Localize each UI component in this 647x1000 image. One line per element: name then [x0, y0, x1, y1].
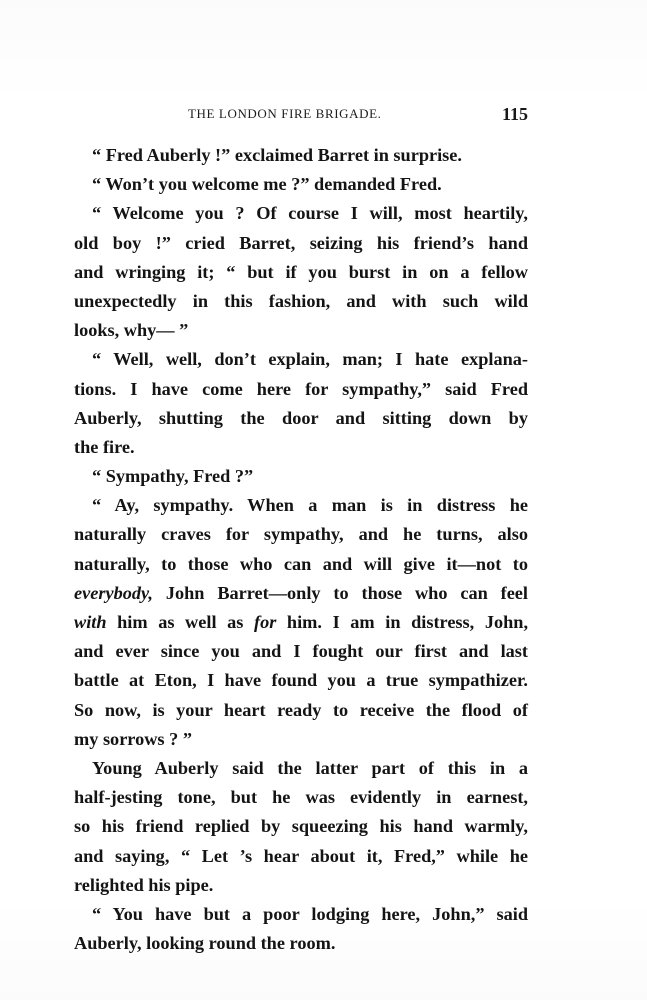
text-line: unexpectedly in this fashion, and with such wild: [74, 290, 528, 311]
text-line: tions. I have come here for sympathy,” said Fred: [74, 378, 528, 399]
text-line: “ Won’t you welcome me ?” demanded Fred.: [92, 174, 442, 195]
text-line: “ Fred Auberly !” exclaimed Barret in surprise.: [92, 145, 462, 165]
text-line: “ You have but a poor lodging here, John,” said: [92, 903, 528, 924]
text-line: and wringing it; “ but if you burst in on a fellow: [74, 261, 528, 282]
text-line: “ Ay, sympathy. When a man is in distress he: [92, 495, 528, 516]
italic-text: with: [74, 612, 107, 632]
body-text: [74, 141, 528, 958]
text-line: “ Welcome you ? Of course I will, most heartily,: [92, 203, 528, 224]
text-line: old boy !” cried Barret, seizing his friend’s hand: [74, 232, 528, 253]
text-line: relighted his pipe.: [74, 874, 214, 895]
text-line: [74, 608, 528, 637]
text-line: Auberly, shutting the door and sitting down by: [74, 407, 528, 428]
line-text: him. I am in distress, John,: [276, 612, 529, 632]
italic-text: everybody,: [74, 582, 153, 603]
page-number: 115: [501, 104, 528, 124]
running-title: THE LONDON FIRE BRIGADE.: [188, 106, 382, 121]
text-line: [74, 579, 528, 608]
text-line: naturally craves for sympathy, and he turns, also: [74, 524, 528, 545]
text-line: “ Well, well, don’t explain, man; I hate explana-: [92, 349, 528, 370]
text-line: the fire.: [74, 436, 135, 457]
text-line: So now, is your heart ready to receive the flood of: [74, 699, 528, 720]
page-header: [74, 104, 528, 130]
text-line: Young Auberly said the latter part of this in a: [92, 757, 528, 778]
text-line: half-jesting tone, but he was evidently in earnest,: [74, 787, 528, 808]
text-line: and saying, “ Let ’s hear about it, Fred,” while he: [74, 845, 528, 866]
text-line: my sorrows ? ”: [74, 728, 192, 749]
text-line: Auberly, looking round the room.: [74, 933, 336, 954]
text-line: battle at Eton, I have found you a true sympathizer.: [74, 670, 528, 691]
text-line: naturally, to those who can and will give it—not to: [74, 553, 528, 574]
text-line: so his friend replied by squeezing his hand warmly,: [74, 816, 528, 837]
text-line: looks, why— ”: [74, 320, 189, 341]
text-line: and ever since you and I fought our first and last: [74, 641, 528, 662]
line-text: him as well as: [106, 612, 254, 632]
italic-text: for: [253, 612, 277, 632]
line-text: John Barret—only to those who can feel: [153, 582, 528, 603]
text-line: “ Sympathy, Fred ?”: [92, 466, 254, 487]
